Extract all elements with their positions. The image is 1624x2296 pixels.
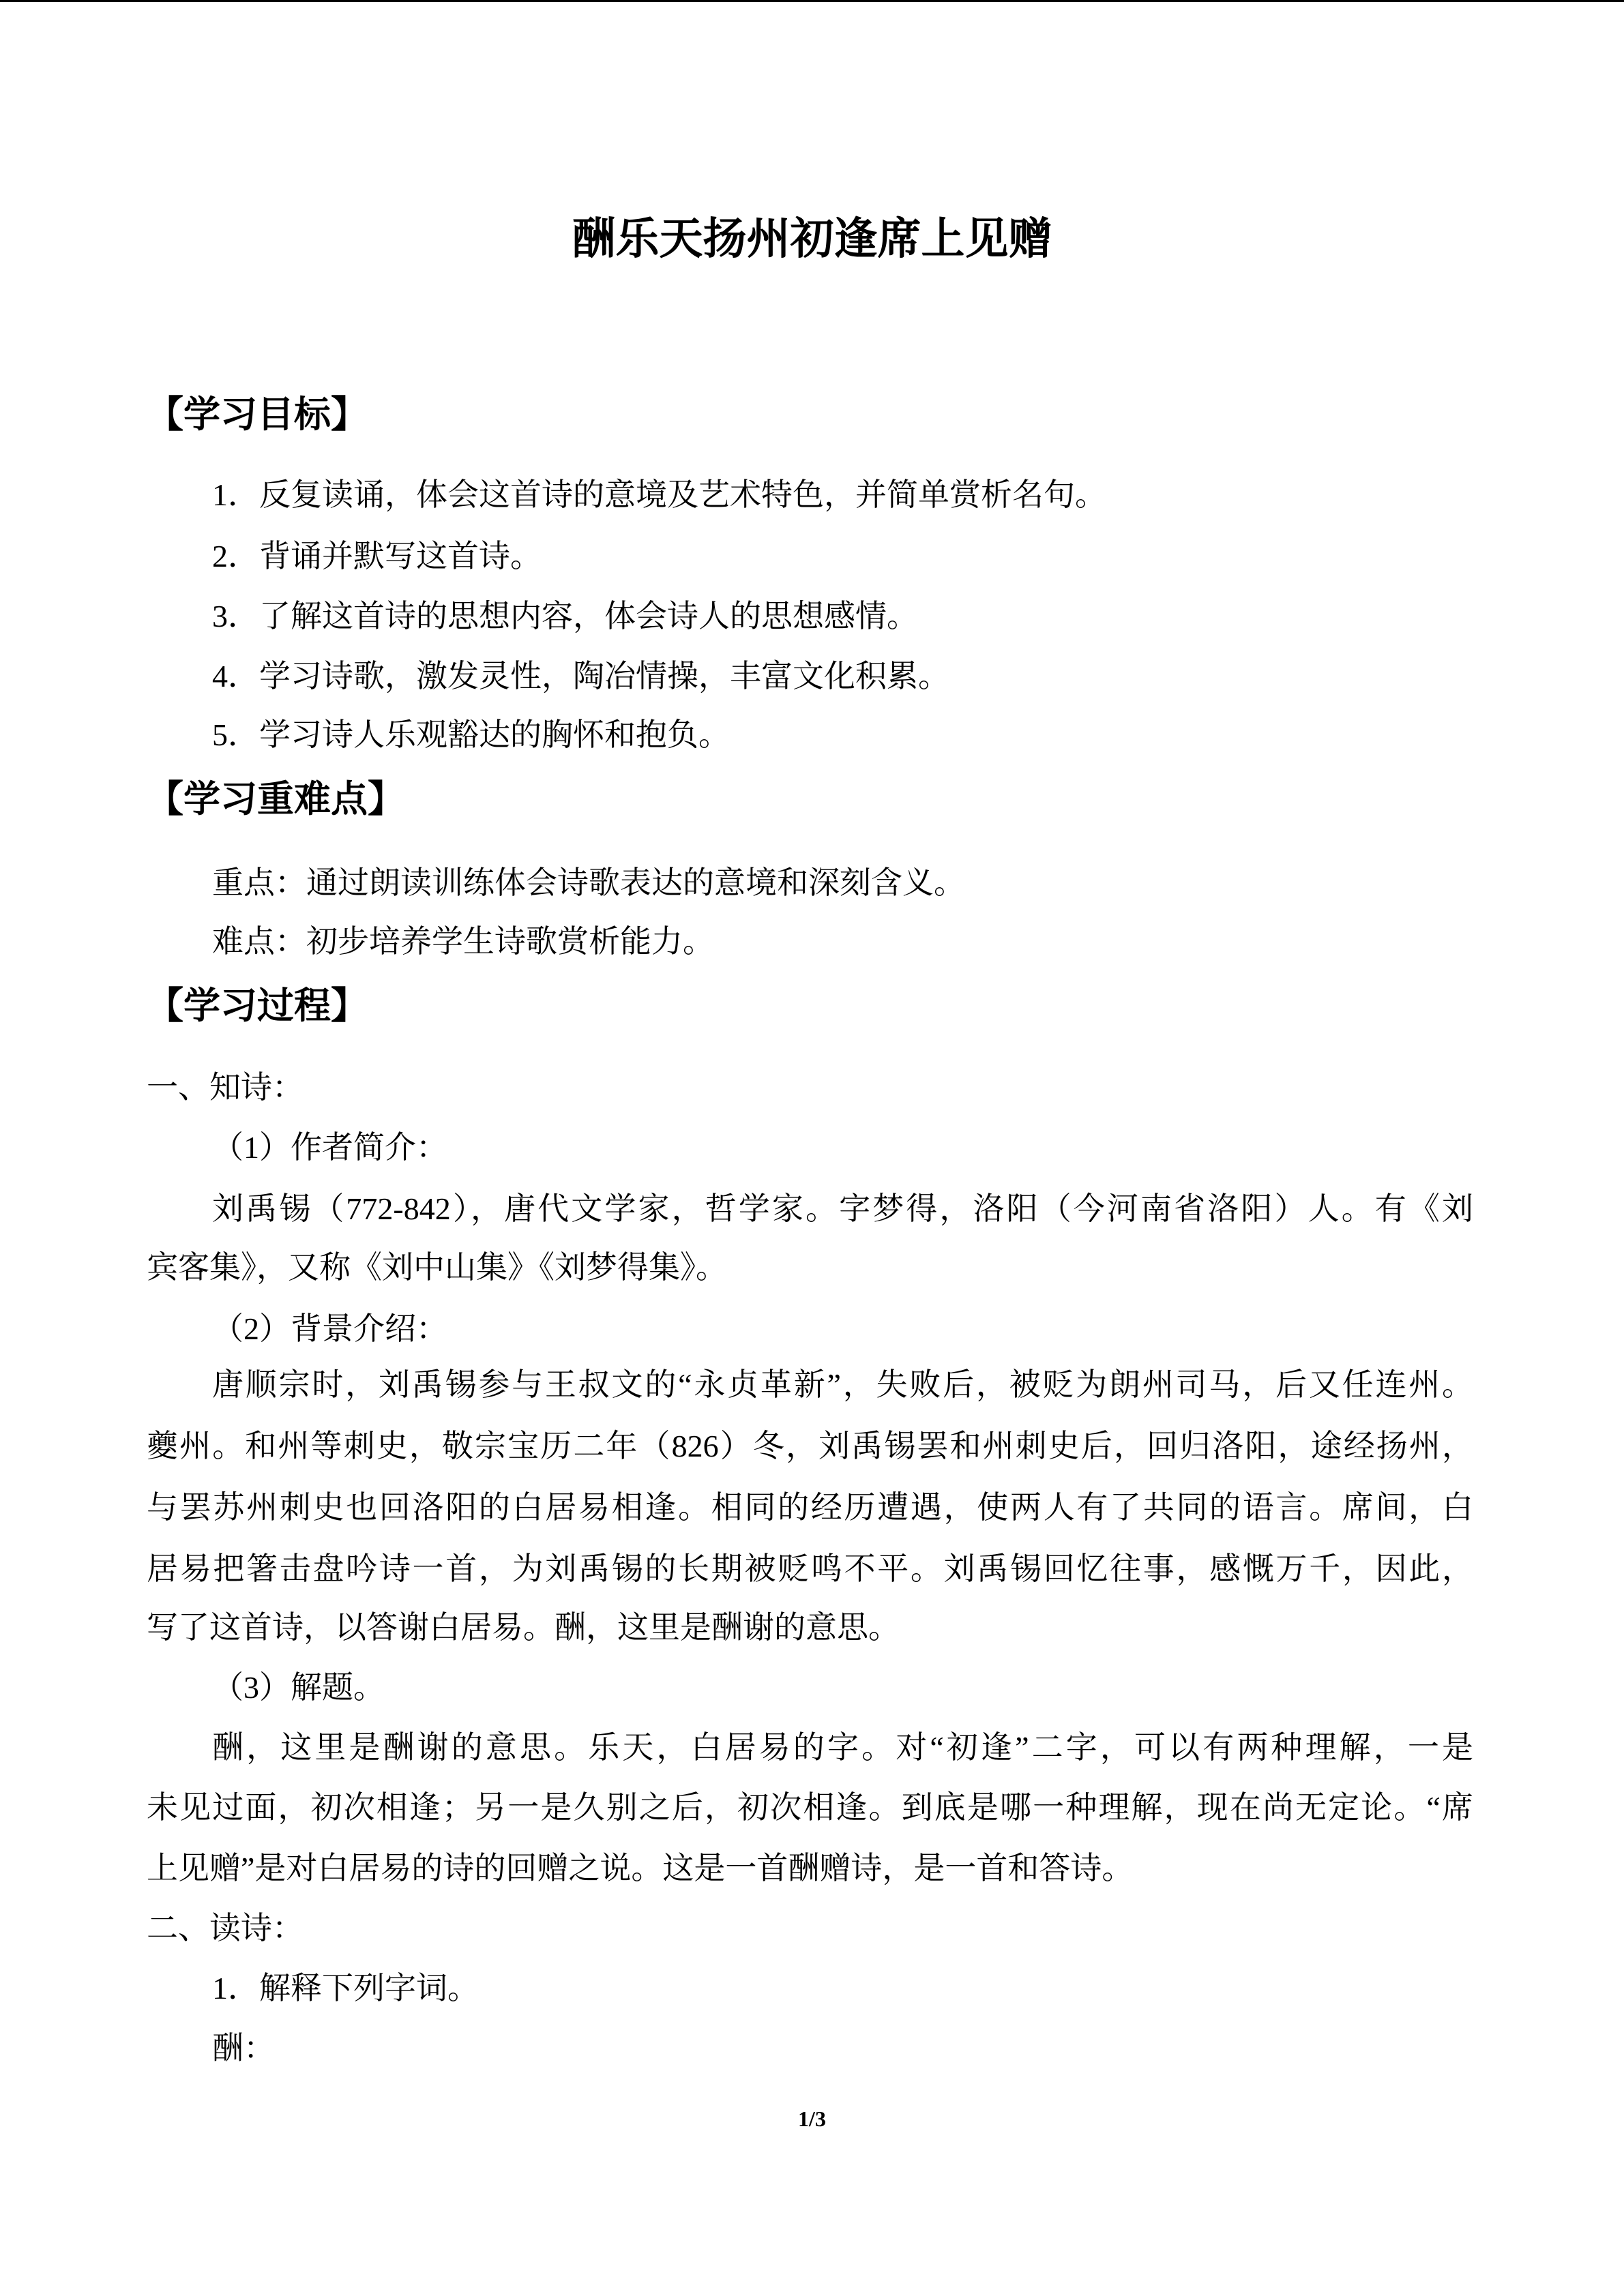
background-line: 与罢苏州刺史也回洛阳的白居易相逢。相同的经历遭遇，使两人有了共同的语言。席间，白 [147, 1490, 1473, 1525]
subsection-heading-read-poem: 二、读诗： [147, 1911, 304, 1945]
doc-title: 酬乐天扬州初逢席上见赠 [572, 214, 1052, 263]
author-intro-line: 刘禹锡（772-842），唐代文学家，哲学家。字梦得，洛阳（今河南省洛阳）人。有《刘 [212, 1191, 1473, 1226]
background-line: 写了这首诗，以答谢白居易。酬，这里是酬谢的意思。 [147, 1610, 900, 1645]
subsection-heading-know-poem: 一、知诗： [147, 1070, 304, 1105]
author-intro-line: 宾客集》，又称《刘中山集》《刘梦得集》。 [147, 1250, 727, 1285]
page-top-border [0, 0, 1624, 2]
title-explanation-line: 上见赠”是对白居易的诗的回赠之说。这是一首酬赠诗，是一首和答诗。 [147, 1851, 1134, 1885]
section-heading-objectives: 【学习目标】 [147, 394, 368, 435]
key-point-item: 难点：初步培养学生诗歌赏析能力。 [212, 924, 714, 959]
title-explanation-line: 酬，这里是酬谢的意思。乐天，白居易的字。对“初逢”二字，可以有两种理解，一是 [212, 1730, 1473, 1765]
exercise-instruction: 1．解释下列字词。 [212, 1971, 479, 2006]
page-number: 1/3 [798, 2106, 826, 2131]
objective-item: 4．学习诗歌，激发灵性，陶冶情操，丰富文化积累。 [212, 659, 949, 694]
sub-heading-background: （2）背景介绍： [212, 1311, 447, 1346]
section-heading-process: 【学习过程】 [147, 985, 368, 1026]
objective-item: 3．了解这首诗的思想内容，体会诗人的思想感情。 [212, 599, 918, 633]
objective-item: 1．反复读诵，体会这首诗的意境及艺术特色，并简单赏析名句。 [212, 477, 1106, 512]
exercise-word-label: 酬： [212, 2031, 275, 2066]
key-point-item: 重点：通过朗读训练体会诗歌表达的意境和深刻含义。 [212, 865, 965, 900]
objective-item: 5．学习诗人乐观豁达的胸怀和抱负。 [212, 717, 730, 752]
background-line: 夔州。和州等刺史，敬宗宝历二年（826）冬，刘禹锡罢和州刺史后，回归洛阳，途经扬州， [147, 1429, 1473, 1463]
sub-heading-author-intro: （1）作者简介： [212, 1130, 447, 1165]
background-line: 居易把箸击盘吟诗一首，为刘禹锡的长期被贬鸣不平。刘禹锡回忆往事，感慨万千，因此， [147, 1551, 1473, 1586]
objective-item: 2．背诵并默写这首诗。 [212, 539, 542, 573]
title-explanation-line: 未见过面，初次相逢；另一是久别之后，初次相逢。到底是哪一种理解，现在尚无定论。“席 [147, 1790, 1473, 1825]
background-line: 唐顺宗时，刘禹锡参与王叔文的“永贞革新”，失败后，被贬为朗州司马，后又任连州。 [212, 1367, 1473, 1402]
sub-heading-title-explanation: （3）解题。 [212, 1670, 385, 1705]
section-heading-key-points: 【学习重难点】 [147, 779, 404, 820]
